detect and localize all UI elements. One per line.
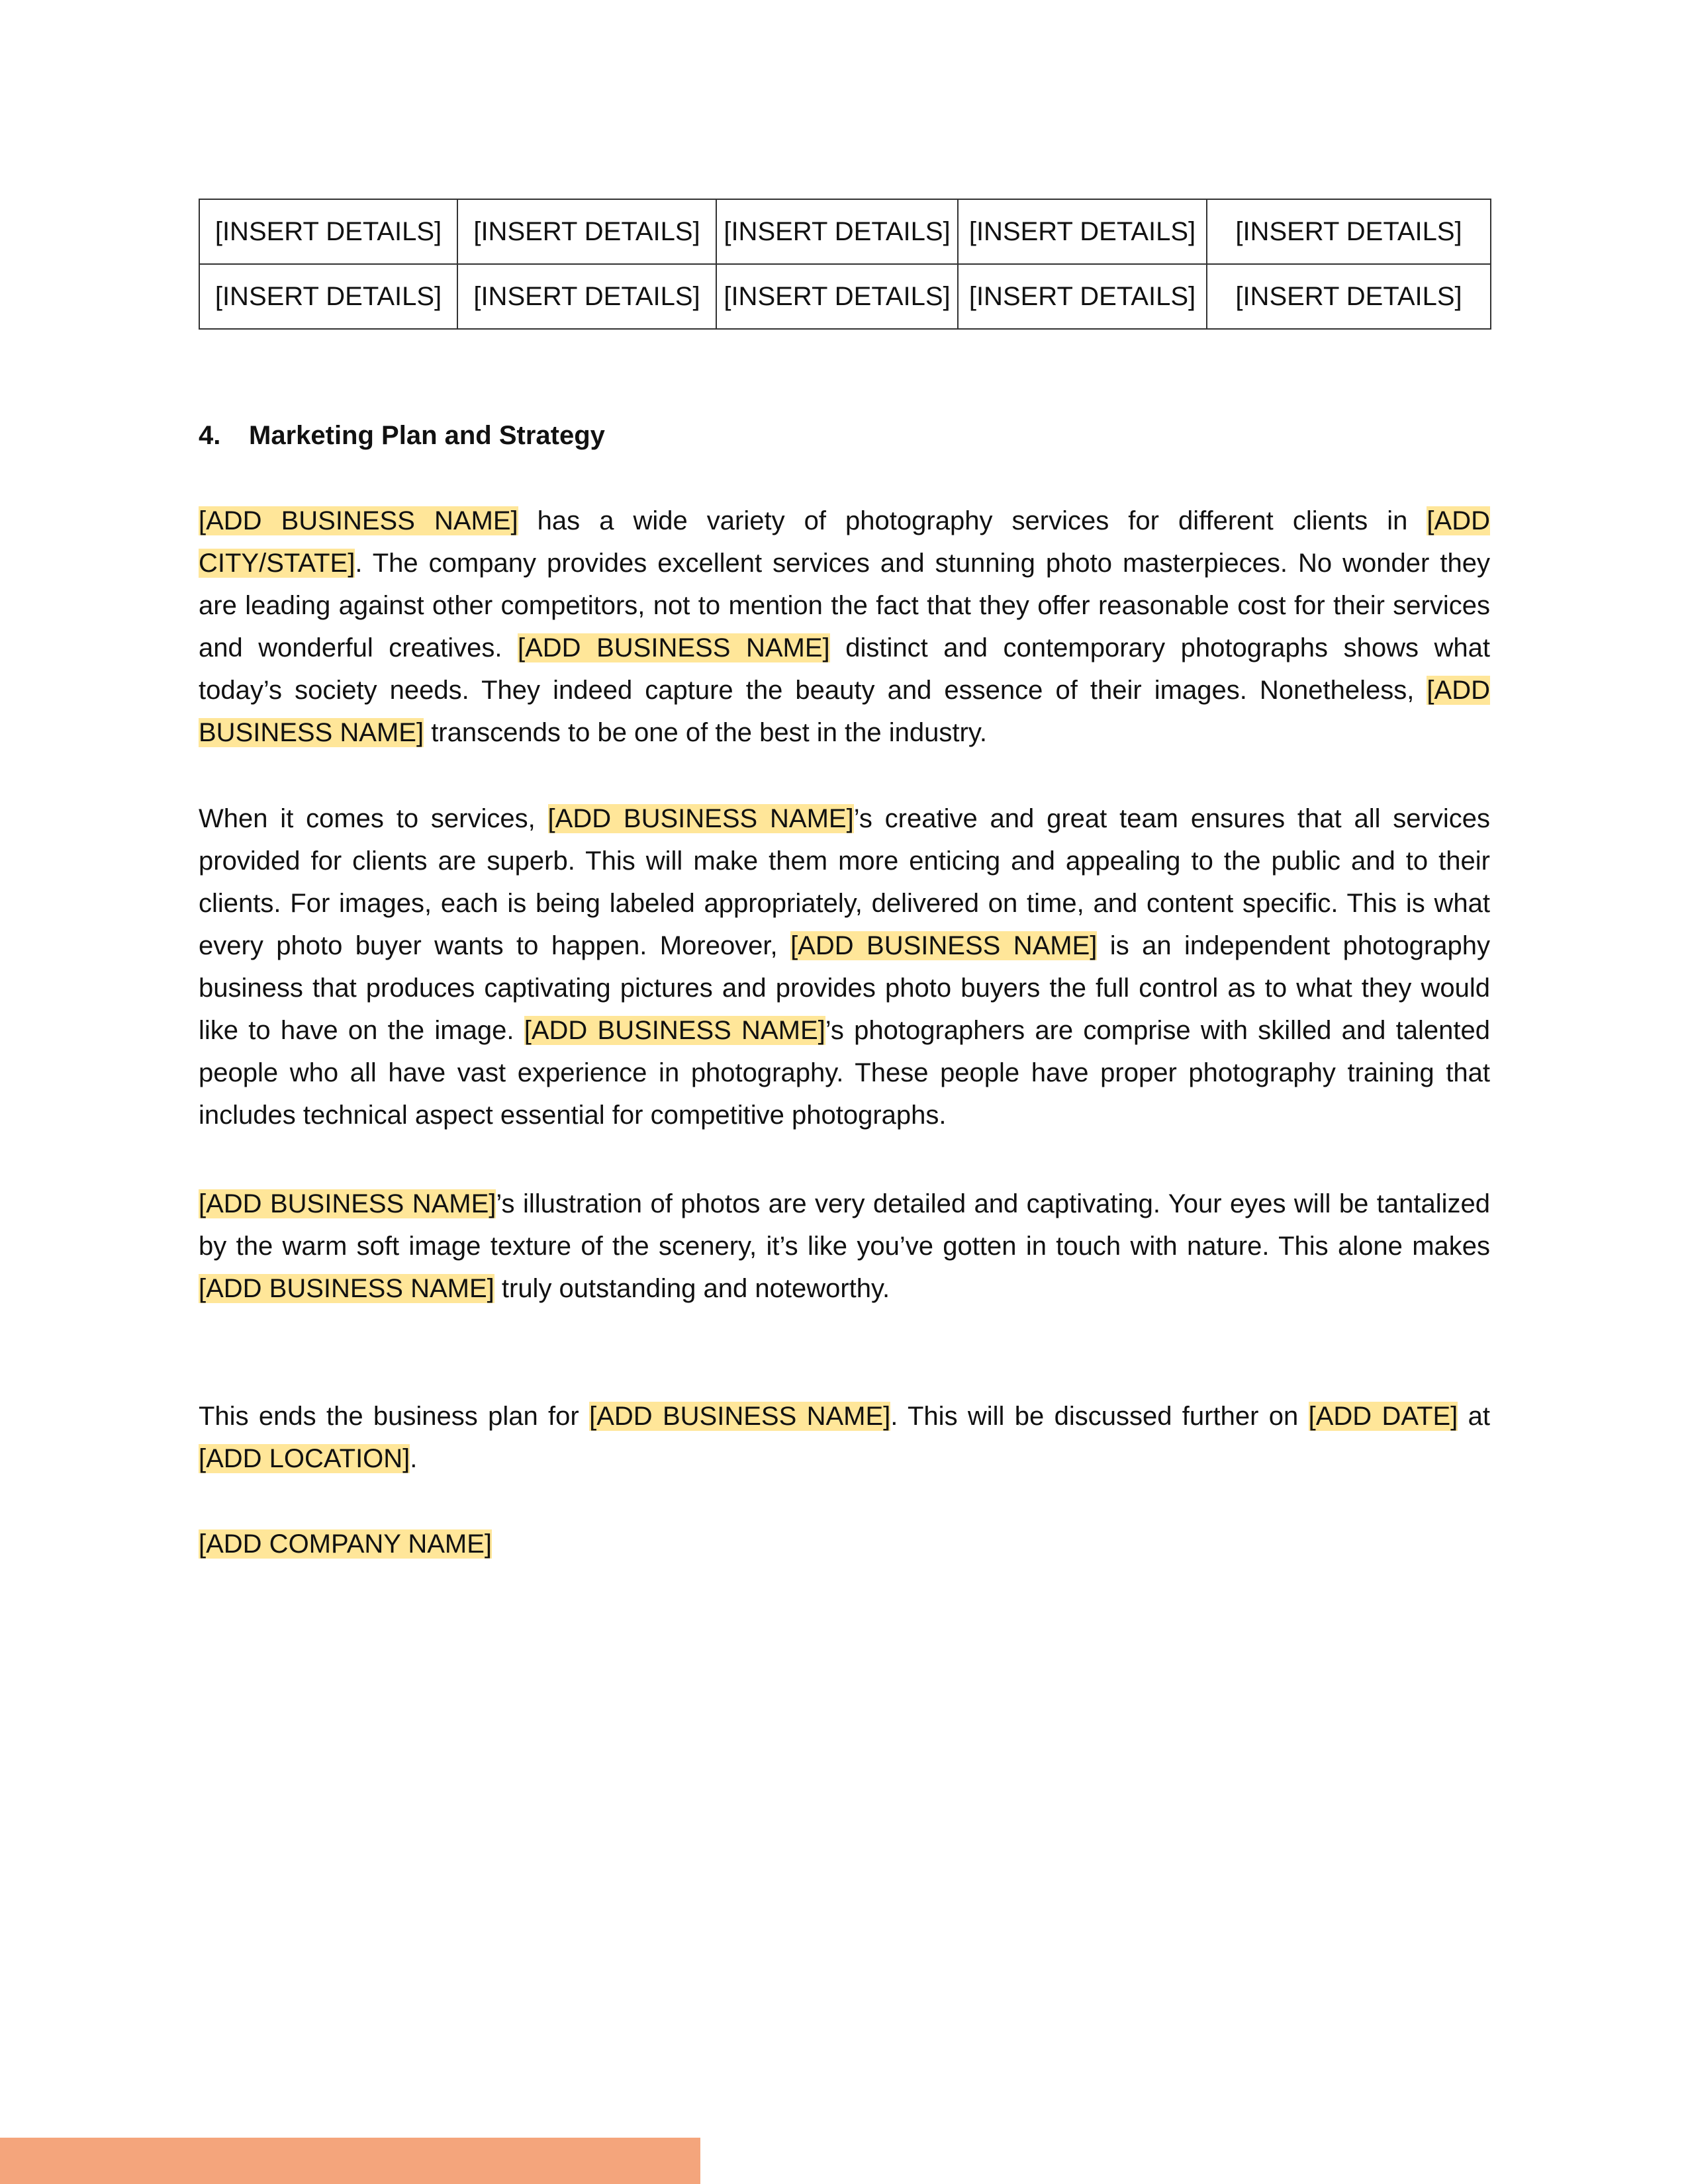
business-name-placeholder[interactable]: [ADD BUSINESS NAME] xyxy=(199,676,1490,747)
paragraph-text: This ends the business plan for xyxy=(199,1402,590,1431)
table-cell: [INSERT DETAILS] xyxy=(457,199,716,264)
table-cell: [INSERT DETAILS] xyxy=(1207,264,1491,329)
paragraph-text: truly outstanding and noteworthy. xyxy=(494,1274,890,1303)
business-name-placeholder[interactable]: [ADD BUSINESS NAME] xyxy=(199,1189,496,1218)
footer-accent-bar xyxy=(0,2138,700,2184)
paragraph-business-overview xyxy=(199,500,1490,754)
section-number: 4. xyxy=(199,421,221,450)
table-row xyxy=(199,199,1491,264)
business-name-placeholder[interactable]: [ADD BUSINESS NAME] xyxy=(199,506,518,535)
business-name-placeholder[interactable]: [ADD BUSINESS NAME] xyxy=(518,633,830,662)
table-cell: [INSERT DETAILS] xyxy=(457,264,716,329)
paragraph-text: ’s creative and great team ensures that all services provided for clients are superb. This will make them more enticing and appealing to the public and to their clients. For images, each is being labeled appropriately, delivered on time, and content specific. This is what every photo buyer wants to happen. Moreover, xyxy=(199,804,1490,960)
paragraph-closing xyxy=(199,1395,1490,1480)
table-cell: [INSERT DETAILS] xyxy=(199,199,457,264)
business-name-placeholder[interactable]: [ADD BUSINESS NAME] xyxy=(199,1274,494,1303)
paragraph-text: When it comes to services, xyxy=(199,804,548,833)
table-cell: [INSERT DETAILS] xyxy=(716,199,958,264)
location-placeholder[interactable]: [ADD LOCATION] xyxy=(199,1444,410,1473)
paragraph-services xyxy=(199,797,1490,1136)
company-name-line xyxy=(199,1523,1490,1565)
details-table xyxy=(199,199,1491,330)
paragraph-text: . This will be discussed further on xyxy=(890,1402,1309,1431)
business-name-placeholder[interactable]: [ADD BUSINESS NAME] xyxy=(790,931,1098,960)
business-name-placeholder[interactable]: [ADD BUSINESS NAME] xyxy=(547,804,854,833)
paragraph-text: . The company provides excellent services and stunning photo masterpieces. No wonder they are leading against other competitors, not to mention the fact that they offer reasonable cost for their services and wonderful creatives. xyxy=(199,549,1490,662)
paragraph-text: . xyxy=(410,1444,418,1473)
placeholder-part: [ADD xyxy=(1427,506,1490,535)
date-placeholder[interactable]: [ADD DATE] xyxy=(1308,1402,1458,1431)
section-heading xyxy=(199,418,605,453)
table-cell: [INSERT DETAILS] xyxy=(716,264,958,329)
table-row xyxy=(199,264,1491,329)
paragraph-text: ’s illustration of photos are very detailed and captivating. Your eyes will be tantalized by the warm soft image texture of the scenery, it’s like you’ve gotten in touch with nature. This alone makes xyxy=(199,1189,1490,1261)
paragraph-text: is an independent photography business that produces captivating pictures and provides photo buyers the full control as to what they would like to have on the image. xyxy=(199,931,1490,1045)
section-title: Marketing Plan and Strategy xyxy=(249,421,605,450)
paragraph-text: ’s photographers are comprise with skilled and talented people who all have vast experience in photography. These people have proper photography training that includes technical aspect essential for competitive photographs. xyxy=(199,1016,1490,1130)
paragraph-text: distinct and contemporary photographs shows what today’s society needs. They indeed capture the beauty and essence of their images. Nonetheless, xyxy=(199,633,1490,705)
table-cell: [INSERT DETAILS] xyxy=(958,264,1207,329)
paragraph-illustration xyxy=(199,1183,1490,1310)
business-name-placeholder[interactable]: [ADD BUSINESS NAME] xyxy=(524,1016,825,1045)
table-cell: [INSERT DETAILS] xyxy=(199,264,457,329)
business-name-placeholder[interactable]: [ADD BUSINESS NAME] xyxy=(589,1402,891,1431)
placeholder-part: CITY/STATE] xyxy=(199,549,355,578)
table-cell: [INSERT DETAILS] xyxy=(1207,199,1491,264)
table-cell: [INSERT DETAILS] xyxy=(958,199,1207,264)
paragraph-text: has a wide variety of photography services for different clients in xyxy=(518,506,1427,535)
paragraph-text: transcends to be one of the best in the industry. xyxy=(424,718,987,747)
paragraph-text: at xyxy=(1458,1402,1491,1431)
company-name-placeholder[interactable]: [ADD COMPANY NAME] xyxy=(199,1529,492,1559)
